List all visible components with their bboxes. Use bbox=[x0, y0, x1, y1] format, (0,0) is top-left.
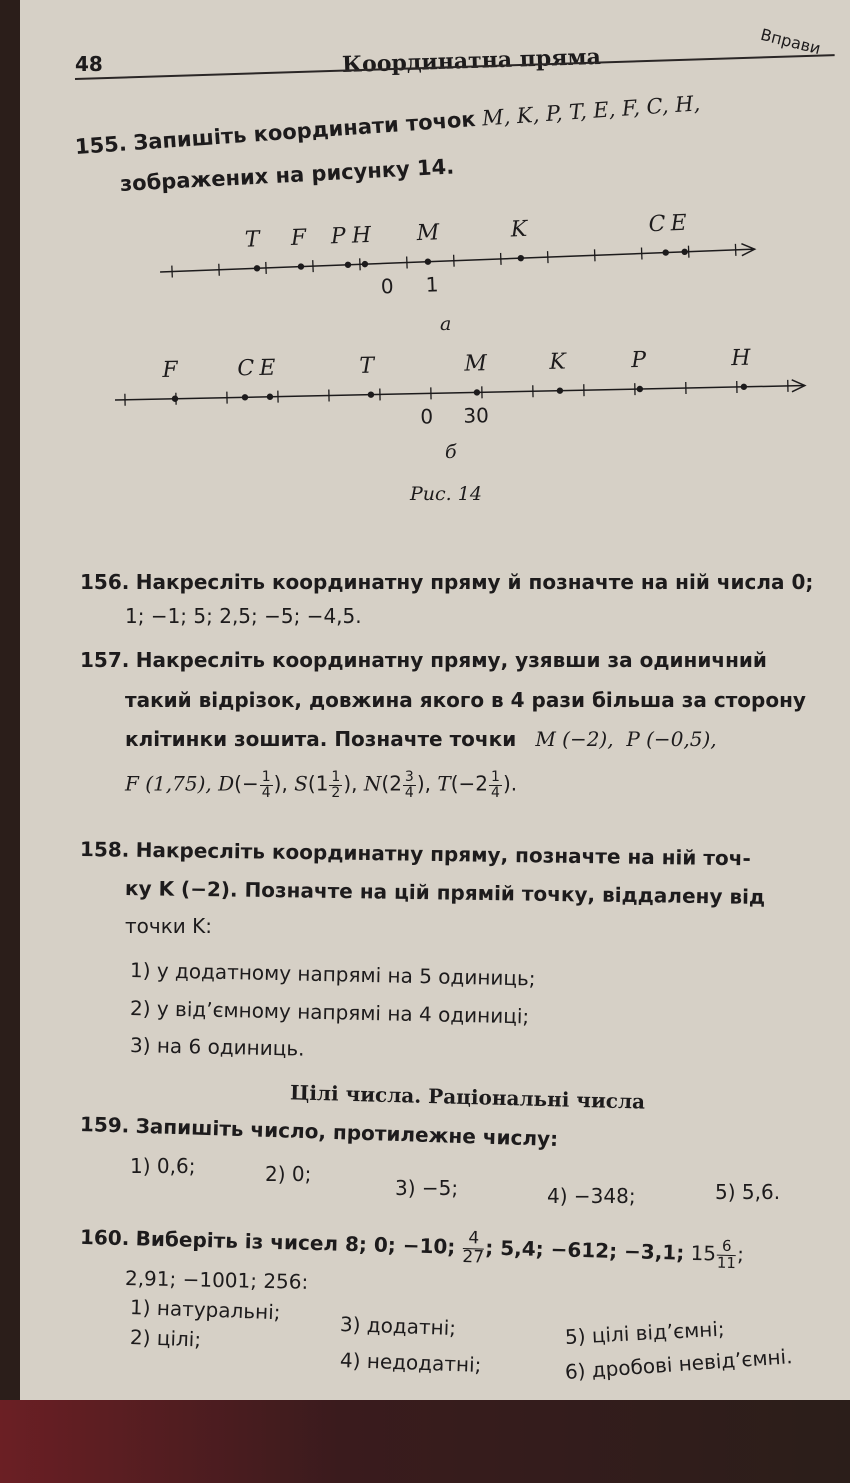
number-line-b-point-dot bbox=[637, 386, 644, 393]
number-line-a-point-label: M bbox=[416, 220, 440, 247]
exercise-159-option-1: 1) 0,6; bbox=[130, 1154, 196, 1178]
number-line-a-point-dot bbox=[362, 261, 369, 268]
number-line-a-point-dot bbox=[425, 258, 432, 265]
number-line-a-point-label: P bbox=[330, 223, 347, 250]
exercise-158-item-3: 3) на 6 одиниць. bbox=[129, 1033, 305, 1061]
fraction-N: $\frac{3}{4}$ bbox=[404, 769, 414, 801]
fraction-S: $\frac{1}{2}$ bbox=[331, 769, 341, 801]
number-line-b-point-dot bbox=[242, 394, 249, 401]
running-head: Координатна пряма bbox=[341, 43, 602, 79]
section-corner-label: Вправи bbox=[758, 24, 823, 59]
number-line-a bbox=[159, 208, 756, 307]
number-line-a-origin-label: 0 bbox=[380, 274, 394, 299]
number-line-b-point-label: C bbox=[237, 356, 255, 382]
exercise-157-line-4: F (1,75), D(− $\frac{1}{4}$ ), S(1 $\frac{1}{2}$ ), N(2 $\frac{3}{4}$ ), T(−2 $\frac{1}{4}$ ). bbox=[125, 769, 518, 801]
number-line-a-point-dot bbox=[517, 255, 524, 262]
number-line-a-point-dot bbox=[662, 249, 669, 256]
number-line-b-point-label: M bbox=[464, 351, 488, 377]
number-line-a-unit-label: 1 bbox=[425, 272, 439, 297]
number-line-b-point-dot bbox=[557, 387, 564, 394]
figure-caption: Рис. 14 bbox=[410, 483, 482, 505]
exercise-159-option-4: 4) −348; bbox=[547, 1184, 636, 1208]
figure-14 bbox=[20, 0, 850, 520]
number-line-b-point-label: K bbox=[549, 349, 567, 375]
fraction-D: $\frac{1}{4}$ bbox=[261, 769, 271, 801]
textbook-page bbox=[20, 0, 850, 1410]
number-line-b-axis bbox=[115, 386, 805, 400]
exercise-159-number: 159. bbox=[79, 1112, 130, 1138]
number-line-a-point-label: H bbox=[351, 222, 372, 249]
figure-b-caption: б bbox=[445, 441, 457, 463]
mixed-number-whole: 15 bbox=[690, 1240, 717, 1266]
mixed-number-fraction: $\frac{6}{11}$ bbox=[716, 1236, 737, 1273]
number-line-b bbox=[114, 345, 805, 435]
number-line-a-point-label: C bbox=[648, 211, 666, 238]
exercise-155-line-2: зображених на рисунку 14. bbox=[119, 154, 455, 196]
exercise-160-option-4: 4) недодатні; bbox=[339, 1348, 482, 1377]
exercise-157-line-1: 157. Накресліть координатну пряму, узявши за одиничний bbox=[80, 648, 767, 672]
exercise-160-line-1: 160. Виберіть із чисел 8; 0; −10; $\frac{4}{27}$ ; 5,4; −612; −3,1; 15 $\frac{6}{11}$ ; bbox=[79, 1224, 745, 1273]
exercise-159-line-1: 159. Запишіть число, протилежне числу: bbox=[79, 1112, 559, 1152]
exercise-160-option-3: 3) додатні; bbox=[339, 1312, 457, 1341]
number-line-a-point-dot bbox=[681, 249, 688, 256]
exercise-158-line-1: 158. Накресліть координатну пряму, позначте на ній точ- bbox=[79, 837, 751, 871]
number-line-b-unit-label: 30 bbox=[463, 403, 490, 428]
point-N: N bbox=[363, 771, 382, 796]
exercise-155-points: M, K, P, T, E, F, C, H, bbox=[481, 91, 701, 131]
number-line-a-point-dot bbox=[345, 261, 352, 268]
exercise-160-line-2: 2,91; −1001; 256: bbox=[124, 1266, 309, 1294]
page-number: 48 bbox=[75, 52, 103, 76]
number-line-b-point-dot bbox=[368, 391, 375, 398]
number-line-a-point-dot bbox=[298, 263, 305, 270]
figure-a-caption: а bbox=[440, 313, 452, 335]
number-line-a-point-label: E bbox=[670, 210, 688, 237]
number-line-b-point-dot bbox=[267, 393, 274, 400]
point-M: M (−2), bbox=[535, 727, 614, 751]
exercise-158-line-2: ку K (−2). Позначте на цій прямій точку, віддалену від bbox=[124, 876, 766, 909]
number-line-a-point-label: T bbox=[244, 227, 261, 253]
background-below-page bbox=[0, 1400, 850, 1483]
number-line-b-point-label: P bbox=[631, 347, 647, 374]
exercise-156-line-2: 1; −1; 5; 2,5; −5; −4,5. bbox=[125, 604, 362, 628]
exercise-158-item-2: 2) у від’ємному напрямі на 4 одиниці; bbox=[129, 996, 530, 1029]
exercise-159-option-3: 3) −5; bbox=[395, 1176, 459, 1200]
exercise-160-option-5: 5) цілі від’ємні; bbox=[564, 1316, 726, 1349]
exercise-158-number: 158. bbox=[79, 837, 130, 862]
exercise-158-line-3: точки K: bbox=[125, 914, 212, 938]
exercise-160-option-6: 6) дробові невід’ємні. bbox=[564, 1344, 794, 1384]
section-subheading: Цілі числа. Раціональні числа bbox=[289, 1080, 646, 1114]
exercise-160-option-1: 1) натуральні; bbox=[129, 1295, 281, 1325]
point-D: D bbox=[218, 771, 235, 796]
exercise-155-text: Запишіть координати точок bbox=[132, 107, 477, 155]
number-line-a-point-label: K bbox=[510, 216, 528, 243]
exercise-160-option-2: 2) цілі; bbox=[129, 1325, 202, 1352]
number-line-a-point-label: F bbox=[290, 225, 307, 251]
point-T: T bbox=[437, 771, 451, 796]
number-line-b-point-label: T bbox=[359, 353, 375, 379]
number-line-b-point-dot bbox=[741, 384, 748, 391]
number-line-b-origin-label: 0 bbox=[420, 404, 434, 429]
number-line-b-point-label: E bbox=[259, 355, 276, 381]
exercise-159-option-2: 2) 0; bbox=[265, 1162, 312, 1186]
exercise-156-number: 156. bbox=[80, 570, 130, 594]
number-line-b-point-label: H bbox=[731, 345, 751, 372]
exercise-159-option-5: 5) 5,6. bbox=[715, 1180, 781, 1204]
exercise-155-number: 155. bbox=[74, 131, 128, 159]
fraction-4-27: $\frac{4}{27}$ bbox=[462, 1228, 485, 1268]
fraction-T: $\frac{1}{4}$ bbox=[491, 769, 500, 801]
exercise-157-line-2: такий відрізок, довжина якого в 4 рази більша за сторону bbox=[125, 688, 806, 712]
number-line-b-point-dot bbox=[474, 389, 481, 396]
number-line-b-point-dot bbox=[172, 395, 179, 402]
exercise-156-line-1: 156. Накресліть координатну пряму й позначте на ній числа 0; bbox=[80, 570, 814, 594]
exercise-158-item-1: 1) у додатному напрямі на 5 одиниць; bbox=[129, 958, 536, 991]
point-P: P (−0,5), bbox=[626, 727, 717, 751]
point-F: F (1,75), bbox=[125, 771, 212, 796]
exercise-160-number: 160. bbox=[79, 1224, 130, 1251]
point-S: S bbox=[294, 771, 308, 796]
number-line-a-point-dot bbox=[254, 265, 261, 272]
number-line-b-point-label: F bbox=[162, 357, 178, 383]
exercise-157-number: 157. bbox=[80, 648, 130, 672]
exercise-157-line-3: клітинки зошита. Позначте точки M (−2), P (−0,5), bbox=[125, 727, 717, 751]
